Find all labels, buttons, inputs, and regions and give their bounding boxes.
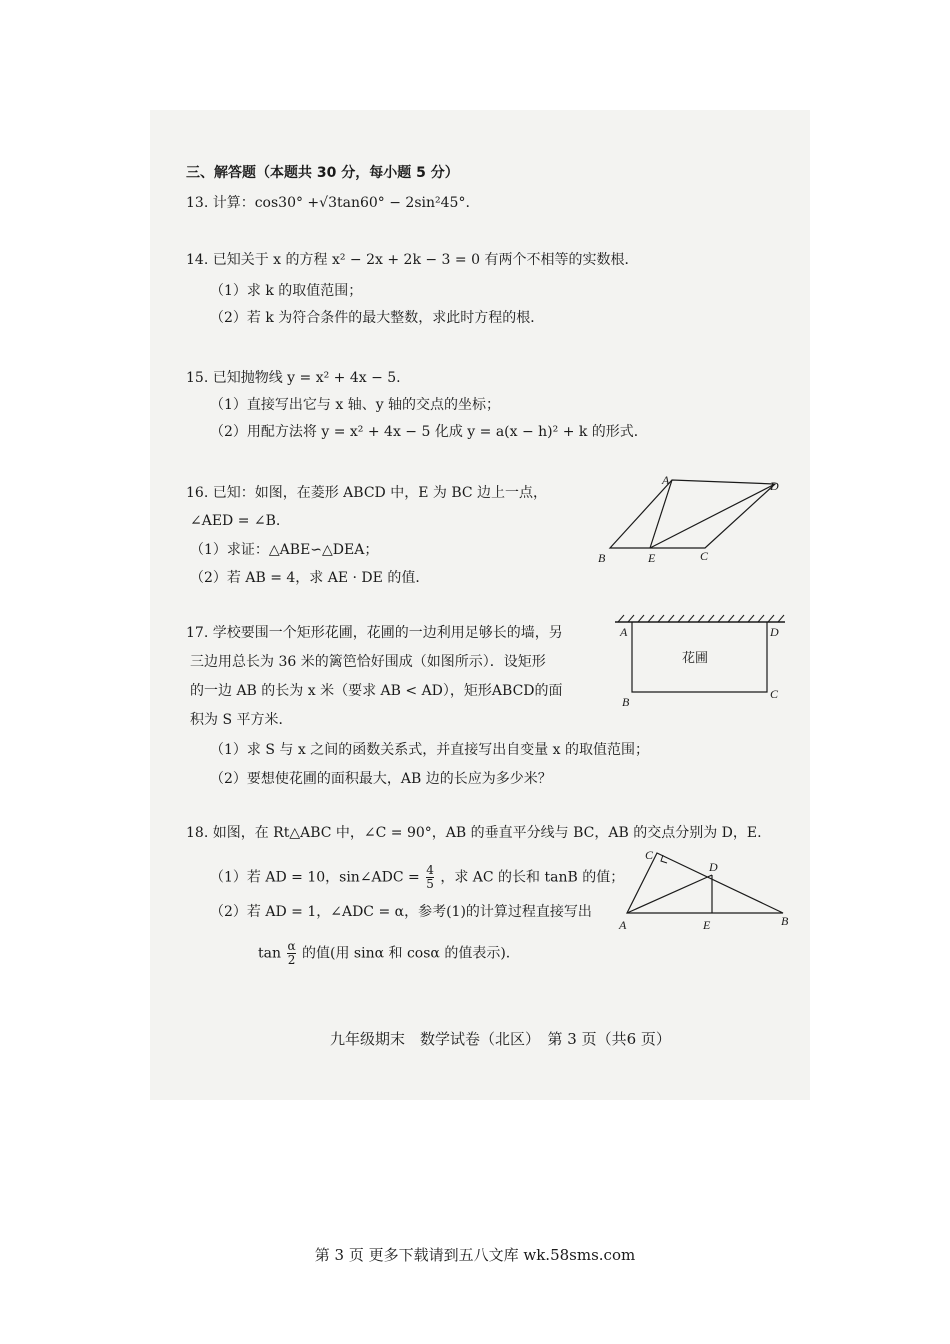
question-17-part-2: （2）要想使花圃的面积最大，AB 边的长应为多少米？: [210, 771, 552, 787]
label-b: B: [622, 695, 630, 709]
garden-figure: [610, 612, 790, 712]
numerator: α: [287, 939, 296, 953]
label-b: B: [598, 551, 606, 565]
part-1-text-a: （1）若 AD = 10，sin∠ADC =: [210, 869, 420, 886]
question-16-part-2: （2）若 AB = 4，求 AE · DE 的值．: [190, 570, 430, 586]
label-d: D: [770, 625, 779, 639]
question-14-part-1: （1）求 k 的取值范围；: [210, 283, 363, 299]
triangle-figure: [615, 845, 800, 935]
label-d: D: [770, 479, 779, 493]
label-c: C: [645, 848, 654, 862]
numerator: 4: [426, 863, 434, 877]
question-17-part-1: （1）求 S 与 x 之间的函数关系式，并直接写出自变量 x 的取值范围；: [210, 742, 649, 758]
question-17-line-4: 积为 S 平方米．: [190, 712, 293, 728]
question-15-part-1: （1）直接写出它与 x 轴、y 轴的交点的坐标；: [210, 397, 501, 413]
site-footer: 第 3 页 更多下载请到五八文库 wk.58sms.com: [314, 1246, 636, 1264]
question-18-part-1: [210, 864, 624, 891]
question-18-stem: 18. 如图，在 Rt△ABC 中，∠C = 90°，AB 的垂直平分线与 BC，AB 的交点分别为 D，E.: [186, 825, 762, 841]
fraction: [426, 864, 434, 891]
question-18-part-2: （2）若 AD = 1，∠ADC = α，参考(1)的计算过程直接写出: [210, 904, 592, 920]
denominator: 5: [426, 877, 434, 891]
part-1-text-b: ，求 AC 的长和 tanB 的值；: [440, 869, 625, 886]
question-16-stem: 16. 已知：如图，在菱形 ABCD 中，E 为 BC 边上一点，: [186, 485, 548, 501]
question-15-part-2: （2）用配方法将 y = x² + 4x − 5 化成 y = a(x − h)² + k 的形式．: [210, 424, 648, 440]
label-e: E: [703, 918, 711, 932]
exam-footer: 九年级期末 数学试卷（北区） 第 3 页（共6 页）: [330, 1030, 671, 1048]
label-a: A: [620, 625, 628, 639]
garden-label: 花圃: [682, 650, 709, 665]
question-13: 13. 计算：cos30° +√3tan60° − 2sin²45°.: [186, 195, 470, 211]
label-d: D: [709, 860, 718, 874]
label-e: E: [648, 551, 656, 565]
question-14-stem: 14. 已知关于 x 的方程 x² − 2x + 2k − 3 = 0 有两个不相等的实数根．: [186, 252, 639, 268]
question-17-line-1: 17. 学校要围一个矩形花圃，花圃的一边利用足够长的墙，另: [186, 625, 563, 641]
part-2-text-b: 的值(用 sinα 和 cosα 的值表示).: [302, 945, 511, 962]
rhombus-figure: [590, 470, 790, 570]
label-a: A: [662, 473, 670, 487]
question-14-part-2: （2）若 k 为符合条件的最大整数，求此时方程的根．: [210, 310, 545, 326]
label-a: A: [619, 918, 627, 932]
denominator: 2: [287, 953, 296, 967]
section-header: 三、解答题（本题共 30 分，每小题 5 分）: [186, 165, 459, 181]
question-17-line-3: 的一边 AB 的长为 x 米（要求 AB < AD），矩形ABCD的面: [190, 683, 563, 699]
label-c: C: [700, 549, 709, 563]
label-b: B: [781, 914, 789, 928]
question-15-stem: 15. 已知抛物线 y = x² + 4x − 5.: [186, 370, 401, 386]
question-16-part-1: （1）求证：△ABE∽△DEA；: [190, 542, 379, 558]
tan-text: tan: [258, 945, 281, 962]
question-16-condition: ∠AED = ∠B.: [190, 513, 281, 529]
fraction: [287, 940, 295, 967]
question-18-part-2-cont: [258, 940, 510, 967]
label-c: C: [770, 687, 779, 701]
question-17-line-2: 三边用总长为 36 米的篱笆恰好围成（如图所示）．设矩形: [190, 654, 546, 670]
